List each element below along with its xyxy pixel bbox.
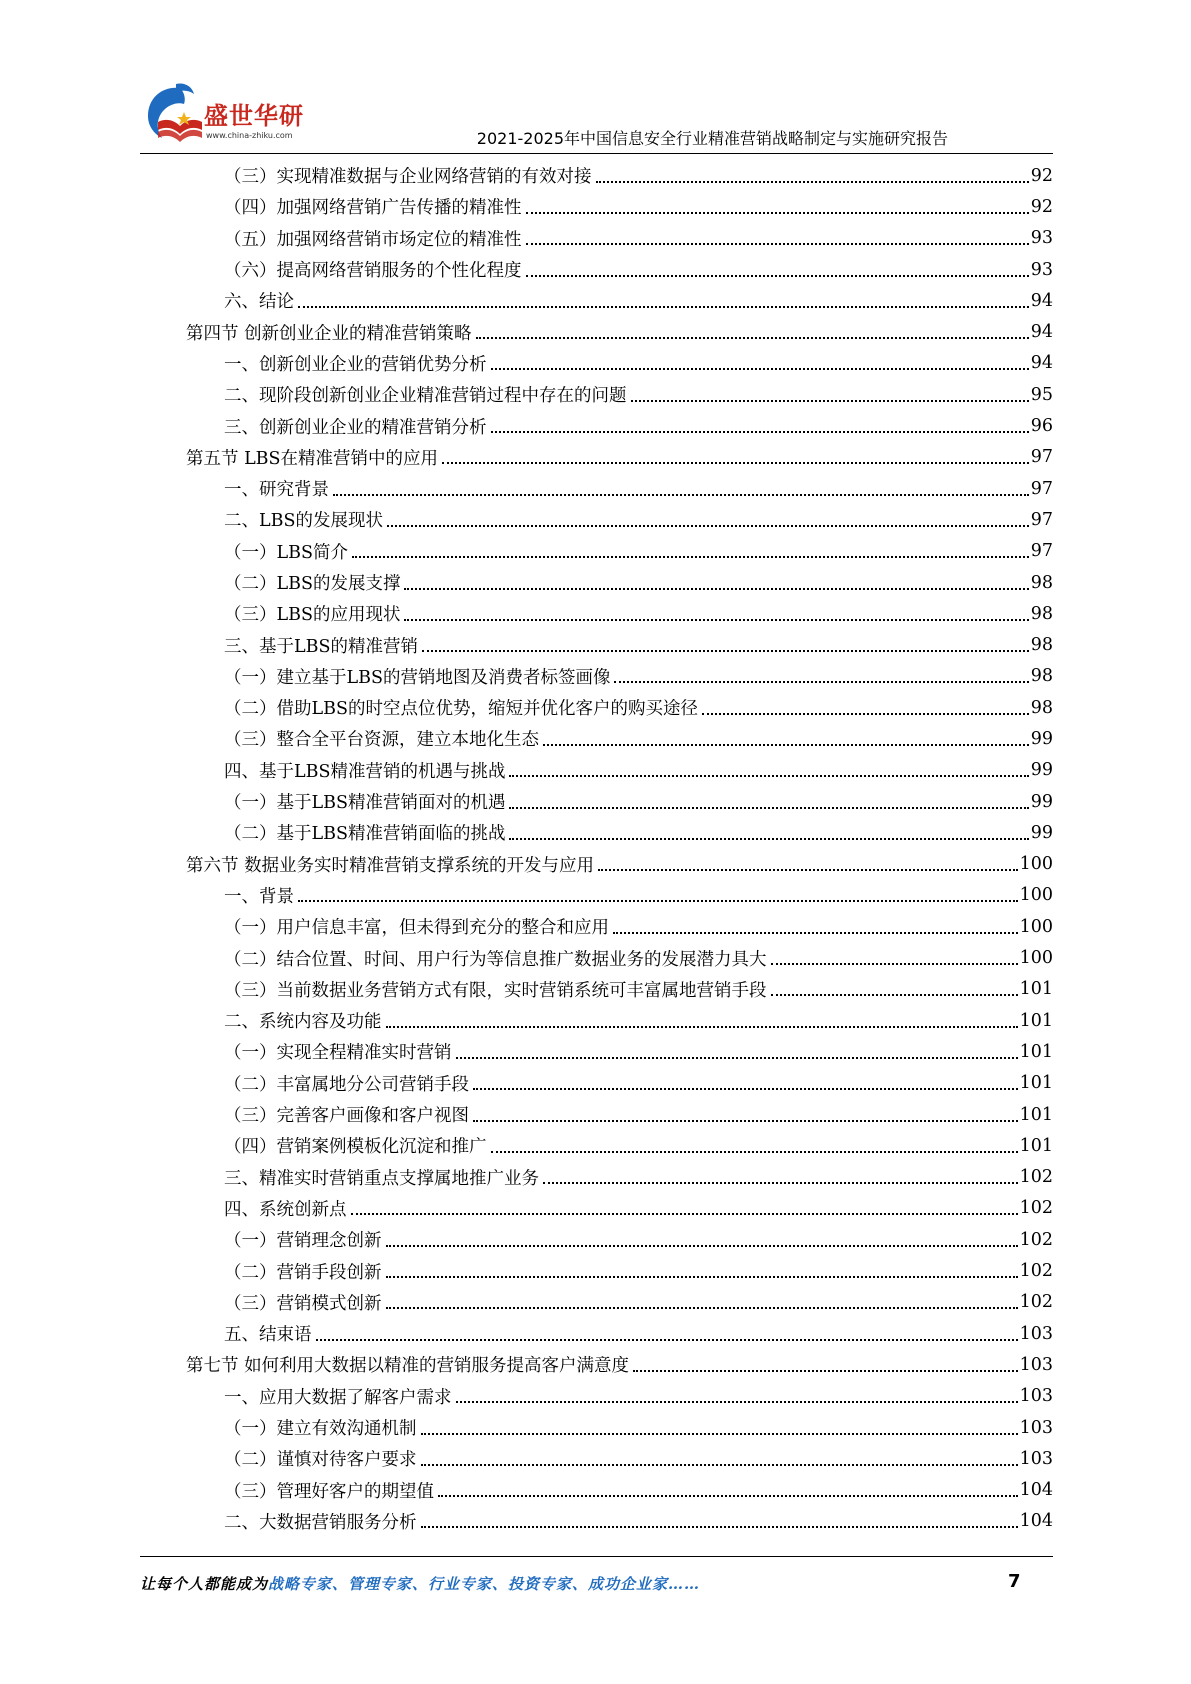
- toc-dot-leader: [596, 181, 1029, 183]
- toc-entry[interactable]: [0, 473, 1191, 504]
- toc-entry-page: 104: [1019, 1480, 1053, 1501]
- toc-entry[interactable]: [0, 1506, 1191, 1537]
- toc-entry-page: 98: [1030, 572, 1053, 593]
- toc-entry-title: （四）加强网络营销广告传播的精准性: [224, 198, 522, 219]
- toc-dot-leader: [509, 807, 1028, 809]
- toc-entry[interactable]: [0, 1349, 1191, 1380]
- toc-dot-leader: [631, 400, 1029, 402]
- toc-entry[interactable]: [0, 1318, 1191, 1349]
- toc-entry-page: 99: [1030, 760, 1053, 781]
- toc-entry-page: 103: [1019, 1386, 1053, 1407]
- slogan-prefix: 让每个人都能成为: [140, 1575, 269, 1593]
- toc-entry[interactable]: [0, 629, 1191, 660]
- toc-entry-title: （五）加强网络营销市场定位的精准性: [224, 229, 522, 250]
- toc-entry-title: （二）结合位置、时间、用户行为等信息推广数据业务的发展潜力具大: [224, 949, 767, 970]
- toc-dot-leader: [598, 869, 1018, 871]
- toc-entry-title: 第七节 如何利用大数据以精准的营销服务提高客户满意度: [186, 1356, 630, 1377]
- toc-dot-leader: [351, 1213, 1018, 1215]
- toc-dot-leader: [702, 713, 1029, 715]
- toc-entry-title: （二）营销手段创新: [224, 1262, 382, 1283]
- toc-entry-page: 97: [1030, 541, 1053, 562]
- toc-entry-page: 102: [1019, 1229, 1053, 1250]
- toc-entry-title: （一）实现全程精准实时营销: [224, 1043, 452, 1064]
- toc-entry-page: 104: [1019, 1511, 1053, 1532]
- toc-entry-title: （三）整合全平台资源，建立本地化生态: [224, 730, 539, 751]
- toc-dot-leader: [491, 1151, 1018, 1153]
- toc-entry-page: 100: [1019, 948, 1053, 969]
- toc-entry-page: 99: [1030, 791, 1053, 812]
- toc-entry-title: 一、创新创业企业的营销优势分析: [224, 354, 487, 375]
- toc-entry[interactable]: [0, 786, 1191, 817]
- toc-dot-leader: [352, 556, 1029, 558]
- toc-entry[interactable]: [0, 598, 1191, 629]
- toc-entry[interactable]: [0, 348, 1191, 379]
- toc-dot-leader: [386, 1026, 1018, 1028]
- toc-entry-title: （三）当前数据业务营销方式有限，实时营销系统可丰富属地营销手段: [224, 980, 767, 1001]
- toc-dot-leader: [456, 1057, 1018, 1059]
- toc-dot-leader: [404, 588, 1028, 590]
- toc-entry-title: （一）建立基于LBS的营销地图及消费者标签画像: [224, 667, 611, 688]
- toc-entry-title: （二）基于LBS精准营销面临的挑战: [224, 824, 506, 845]
- toc-entry-title: 三、基于LBS的精准营销: [224, 636, 418, 657]
- toc-dot-leader: [509, 775, 1028, 777]
- toc-entry[interactable]: [0, 817, 1191, 848]
- toc-dot-leader: [404, 619, 1028, 621]
- toc-entry-title: 四、基于LBS精准营销的机遇与挑战: [224, 761, 506, 782]
- toc-entry[interactable]: [0, 536, 1191, 567]
- toc-entry-page: 100: [1019, 916, 1053, 937]
- toc-entry-page: 94: [1030, 353, 1053, 374]
- toc-entry-page: 93: [1030, 228, 1053, 249]
- toc-entry-page: 103: [1019, 1417, 1053, 1438]
- toc-entry-title: （二）谨慎对待客户要求: [224, 1450, 417, 1471]
- toc-entry-page: 92: [1030, 196, 1053, 217]
- toc-entry[interactable]: [0, 410, 1191, 441]
- toc-entry-page: 95: [1030, 384, 1053, 405]
- toc-entry-title: （三）LBS的应用现状: [224, 605, 401, 626]
- toc-entry[interactable]: [0, 316, 1191, 347]
- toc-dot-leader: [613, 932, 1018, 934]
- document-title: 2021-2025年中国信息安全行业精准营销战略制定与实施研究报告: [476, 129, 948, 148]
- toc-entry[interactable]: [0, 442, 1191, 473]
- toc-entry-page: 98: [1030, 666, 1053, 687]
- toc-entry[interactable]: [0, 160, 1191, 191]
- toc-dot-leader: [456, 1401, 1018, 1403]
- toc-entry-title: 一、背景: [224, 886, 294, 907]
- toc-entry-title: （一）营销理念创新: [224, 1231, 382, 1252]
- logo-brand-name: 盛世华研: [204, 102, 304, 130]
- toc-entry[interactable]: [0, 254, 1191, 285]
- toc-entry[interactable]: [0, 1005, 1191, 1036]
- toc-entry[interactable]: [0, 849, 1191, 880]
- toc-entry[interactable]: [0, 191, 1191, 222]
- logo-book-icon: [140, 82, 204, 144]
- toc-entry-page: 98: [1030, 635, 1053, 656]
- toc-entry-title: （三）管理好客户的期望值: [224, 1481, 434, 1502]
- toc-dot-leader: [387, 525, 1029, 527]
- toc-entry-title: 第五节 LBS在精准营销中的应用: [186, 448, 439, 469]
- company-logo: [140, 82, 310, 152]
- toc-entry-page: 94: [1030, 322, 1053, 343]
- toc-dot-leader: [421, 1464, 1018, 1466]
- toc-entry-page: 101: [1019, 1104, 1053, 1125]
- toc-entry-title: 二、现阶段创新创业企业精准营销过程中存在的问题: [224, 386, 627, 407]
- toc-entry-page: 101: [1019, 979, 1053, 1000]
- toc-entry-title: （四）营销案例模板化沉淀和推广: [224, 1137, 487, 1158]
- toc-entry[interactable]: [0, 504, 1191, 535]
- toc-dot-leader: [473, 1088, 1018, 1090]
- logo-url: www.china-zhiku.com: [206, 131, 293, 140]
- toc-dot-leader: [438, 1495, 1018, 1497]
- toc-entry[interactable]: [0, 1412, 1191, 1443]
- toc-entry[interactable]: [0, 1287, 1191, 1318]
- toc-dot-leader: [526, 275, 1029, 277]
- toc-entry-page: 102: [1019, 1167, 1053, 1188]
- toc-entry[interactable]: [0, 567, 1191, 598]
- toc-entry[interactable]: [0, 1068, 1191, 1099]
- toc-entry-page: 102: [1019, 1261, 1053, 1282]
- toc-entry-page: 94: [1030, 290, 1053, 311]
- toc-entry-page: 97: [1030, 447, 1053, 468]
- toc-entry-page: 93: [1030, 259, 1053, 280]
- toc-entry-title: （六）提高网络营销服务的个性化程度: [224, 261, 522, 282]
- toc-dot-leader: [476, 337, 1029, 339]
- toc-entry[interactable]: [0, 285, 1191, 316]
- toc-entry[interactable]: [0, 942, 1191, 973]
- toc-entry-page: 97: [1030, 478, 1053, 499]
- toc-entry-title: 六、结论: [224, 292, 294, 313]
- toc-entry[interactable]: [0, 1224, 1191, 1255]
- toc-entry-title: （二）LBS的发展支撑: [224, 574, 401, 594]
- toc-entry[interactable]: [0, 692, 1191, 723]
- toc-entry[interactable]: [0, 1255, 1191, 1286]
- toc-entry-page: 103: [1019, 1354, 1053, 1375]
- toc-dot-leader: [491, 368, 1029, 370]
- toc-entry-page: 100: [1019, 854, 1053, 875]
- toc-entry-page: 100: [1019, 885, 1053, 906]
- toc-entry[interactable]: [0, 1099, 1191, 1130]
- toc-entry[interactable]: [0, 379, 1191, 410]
- toc-entry[interactable]: [0, 723, 1191, 754]
- toc-entry-page: 99: [1030, 728, 1053, 749]
- toc-entry[interactable]: [0, 1474, 1191, 1505]
- toc-entry-title: 四、系统创新点: [224, 1199, 347, 1220]
- toc-entry-page: 103: [1019, 1448, 1053, 1469]
- toc-entry[interactable]: [0, 1130, 1191, 1161]
- toc-entry-title: （一）用户信息丰富，但未得到充分的整合和应用: [224, 918, 609, 939]
- toc-dot-leader: [442, 462, 1029, 464]
- toc-entry-title: 第四节 创新创业企业的精准营销策略: [186, 323, 472, 344]
- toc-entry-title: （一）基于LBS精准营销面对的机遇: [224, 793, 506, 814]
- toc-entry-page: 98: [1030, 697, 1053, 718]
- toc-entry[interactable]: [0, 661, 1191, 692]
- toc-entry-title: 第六节 数据业务实时精准营销支撑系统的开发与应用: [186, 855, 595, 876]
- toc-entry[interactable]: [0, 974, 1191, 1005]
- toc-entry[interactable]: [0, 1381, 1191, 1412]
- toc-dot-leader: [298, 306, 1029, 308]
- toc-dot-leader: [543, 744, 1029, 746]
- toc-dot-leader: [614, 681, 1028, 683]
- toc-entry-page: 97: [1030, 509, 1053, 530]
- header-divider: [140, 153, 1053, 154]
- toc-dot-leader: [633, 1370, 1018, 1372]
- toc-dot-leader: [386, 1276, 1018, 1278]
- toc-entry-title: 二、大数据营销服务分析: [224, 1512, 417, 1533]
- toc-entry-title: 二、LBS的发展现状: [224, 511, 383, 532]
- toc-dot-leader: [491, 431, 1029, 433]
- toc-entry-title: （一）LBS简介: [224, 542, 348, 563]
- toc-entry-page: 92: [1030, 165, 1053, 186]
- toc-entry-title: （三）完善客户画像和客户视图: [224, 1106, 469, 1127]
- toc-entry-title: 一、应用大数据了解客户需求: [224, 1387, 452, 1408]
- toc-dot-leader: [316, 1339, 1018, 1341]
- table-of-contents: [0, 160, 1191, 1537]
- toc-entry-page: 101: [1019, 1041, 1053, 1062]
- toc-entry-page: 101: [1019, 1010, 1053, 1031]
- toc-dot-leader: [771, 994, 1018, 996]
- toc-dot-leader: [421, 1526, 1018, 1528]
- toc-entry[interactable]: [0, 223, 1191, 254]
- toc-dot-leader: [386, 1307, 1018, 1309]
- toc-entry[interactable]: [0, 880, 1191, 911]
- slogan-highlight: 战略专家、管理专家、行业专家、投资专家、成功企业家……: [268, 1575, 701, 1593]
- toc-entry-page: 98: [1030, 603, 1053, 624]
- toc-entry[interactable]: [0, 1162, 1191, 1193]
- page-number: 7: [1008, 1571, 1021, 1592]
- toc-entry[interactable]: [0, 755, 1191, 786]
- toc-dot-leader: [526, 212, 1029, 214]
- toc-entry-page: 101: [1019, 1135, 1053, 1156]
- toc-dot-leader: [473, 1120, 1018, 1122]
- toc-dot-leader: [421, 1433, 1018, 1435]
- toc-entry-title: （二）丰富属地分公司营销手段: [224, 1074, 469, 1095]
- toc-entry-page: 101: [1019, 1073, 1053, 1094]
- toc-entry-page: 103: [1019, 1323, 1053, 1344]
- toc-entry-title: 五、结束语: [224, 1325, 312, 1346]
- toc-entry[interactable]: [0, 1443, 1191, 1474]
- toc-entry[interactable]: [0, 911, 1191, 942]
- toc-dot-leader: [771, 963, 1018, 965]
- toc-dot-leader: [298, 900, 1018, 902]
- toc-entry-title: 三、精准实时营销重点支撑属地推广业务: [224, 1168, 539, 1189]
- toc-entry[interactable]: [0, 1193, 1191, 1224]
- toc-dot-leader: [543, 1182, 1018, 1184]
- toc-dot-leader: [422, 650, 1029, 652]
- toc-entry-page: 102: [1019, 1198, 1053, 1219]
- toc-entry-title: （一）建立有效沟通机制: [224, 1419, 417, 1440]
- toc-entry-page: 102: [1019, 1292, 1053, 1313]
- footer-slogan: [140, 1573, 700, 1594]
- toc-dot-leader: [333, 494, 1029, 496]
- toc-entry-title: （二）借助LBS的时空点位优势，缩短并优化客户的购买途径: [224, 699, 698, 720]
- toc-entry-page: 96: [1030, 416, 1053, 437]
- toc-entry-title: （三）营销模式创新: [224, 1293, 382, 1314]
- toc-dot-leader: [386, 1245, 1018, 1247]
- toc-entry-page: 99: [1030, 822, 1053, 843]
- toc-entry-title: 一、研究背景: [224, 480, 329, 501]
- toc-dot-leader: [526, 243, 1029, 245]
- toc-dot-leader: [509, 838, 1028, 840]
- toc-entry-title: 三、创新创业企业的精准营销分析: [224, 417, 487, 438]
- footer-divider: [140, 1556, 1053, 1557]
- toc-entry[interactable]: [0, 1036, 1191, 1067]
- toc-entry-title: （三）实现精准数据与企业网络营销的有效对接: [224, 167, 592, 188]
- toc-entry-title: 二、系统内容及功能: [224, 1012, 382, 1033]
